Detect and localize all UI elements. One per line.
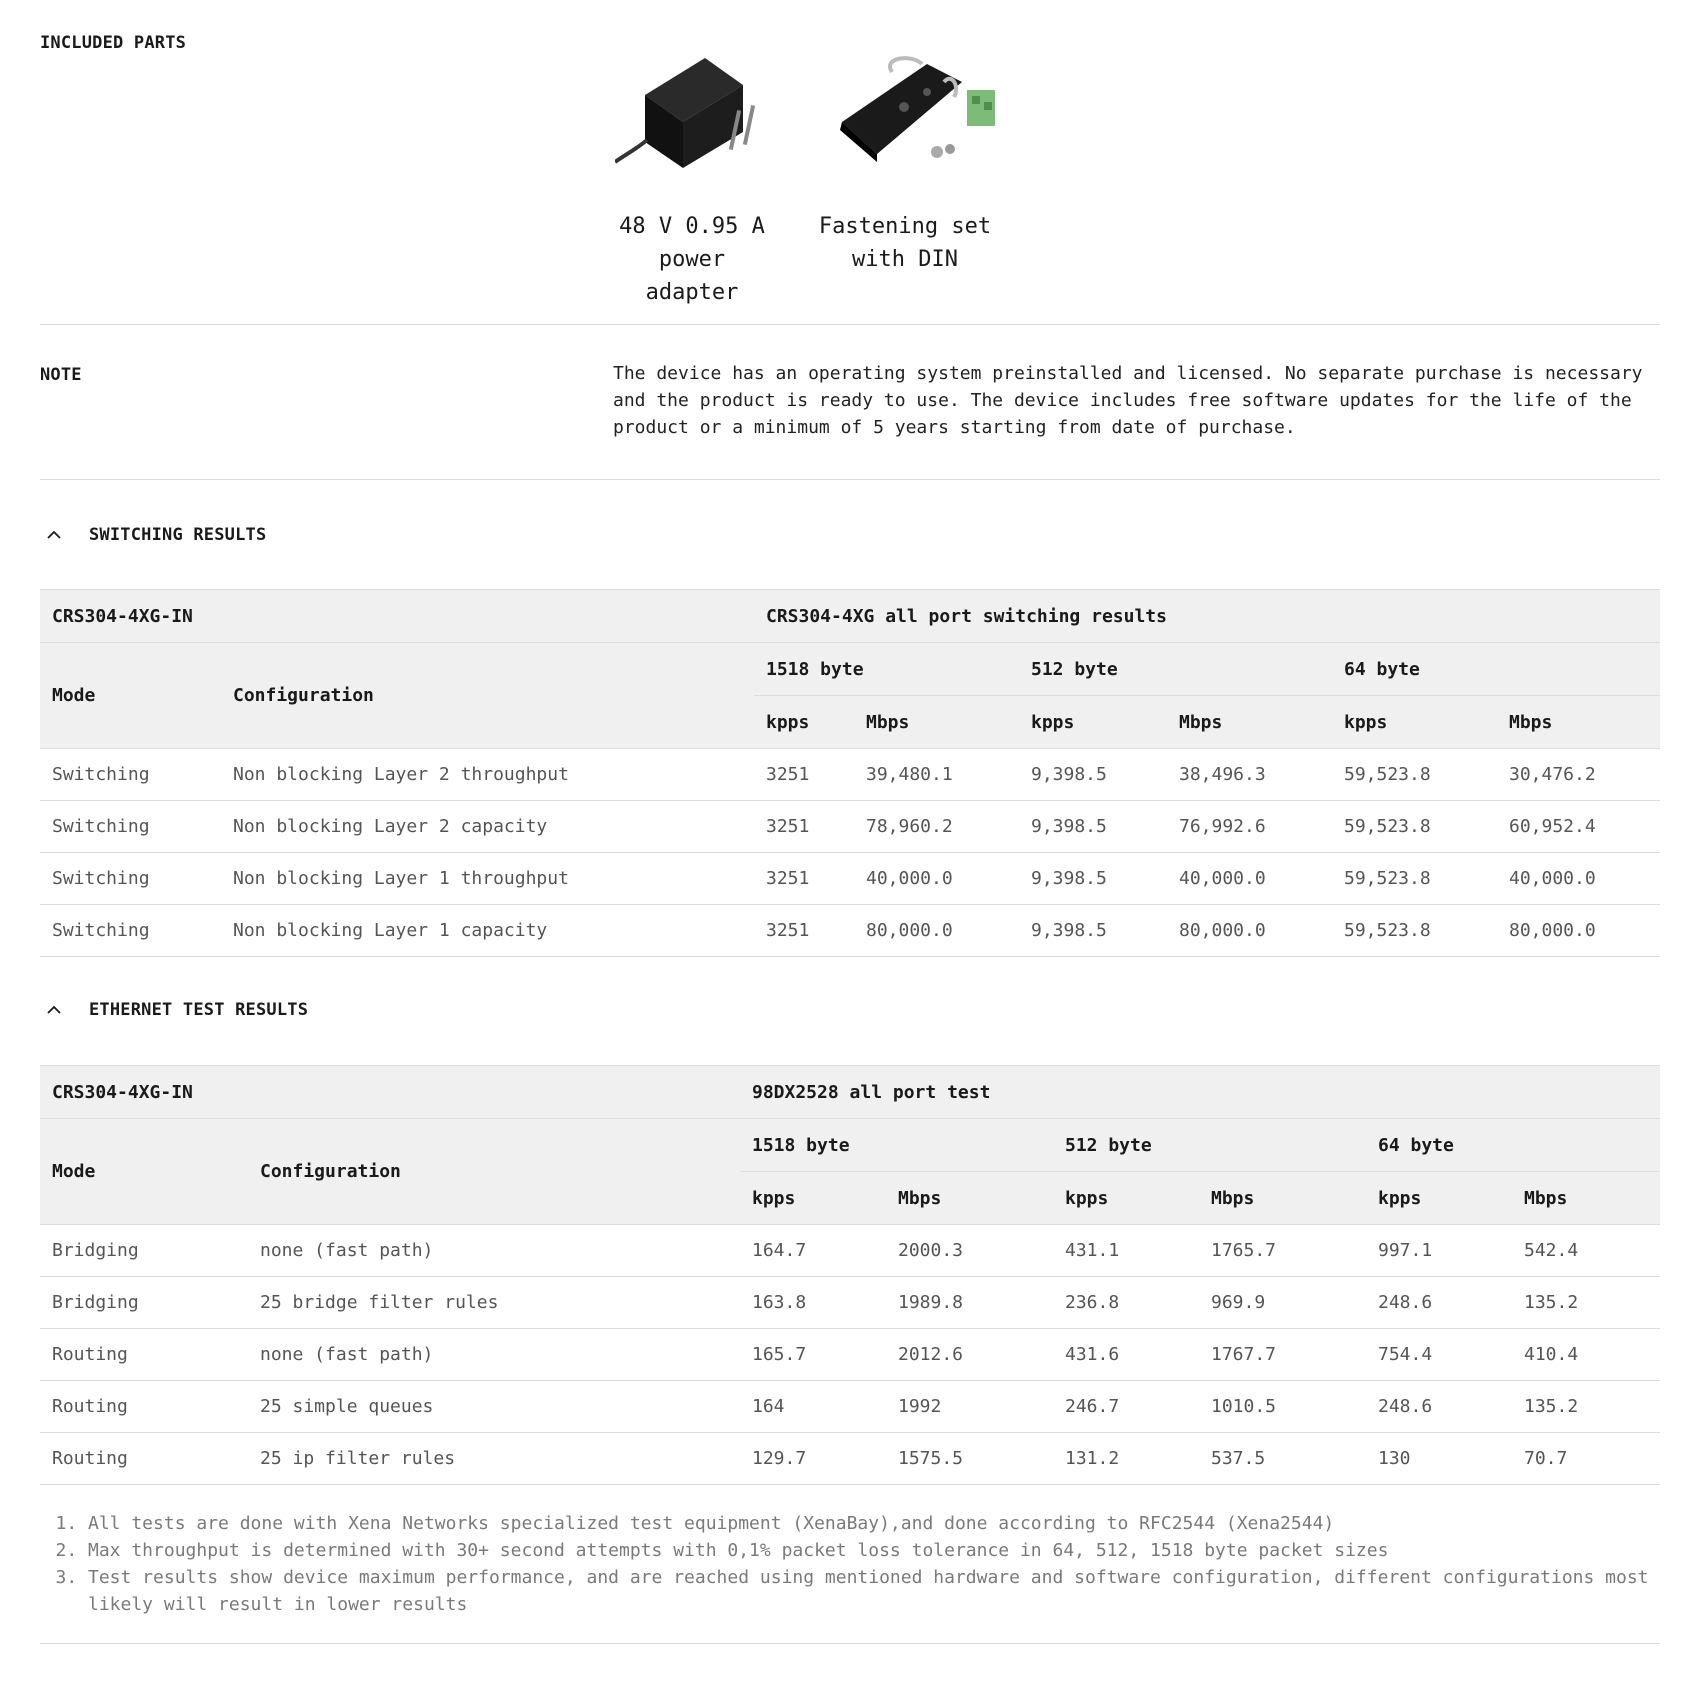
value-cell: 130 — [1366, 1433, 1512, 1485]
value-cell: 997.1 — [1366, 1225, 1512, 1277]
value-cell: 40,000.0 — [854, 853, 1019, 905]
value-cell: 248.6 — [1366, 1381, 1512, 1433]
value-cell: 80,000.0 — [1167, 905, 1332, 957]
value-cell: 135.2 — [1512, 1381, 1660, 1433]
value-cell: 59,523.8 — [1332, 749, 1497, 801]
value-cell: 431.1 — [1053, 1225, 1199, 1277]
value-cell: 59,523.8 — [1332, 905, 1497, 957]
unit-header: kpps — [740, 1172, 886, 1225]
configuration-header: Configuration — [221, 643, 754, 749]
value-cell: 164 — [740, 1381, 886, 1433]
value-cell: 9,398.5 — [1019, 853, 1167, 905]
configuration-cell: Non blocking Layer 2 throughput — [221, 749, 754, 801]
chevron-up-icon — [44, 525, 64, 545]
value-cell: 164.7 — [740, 1225, 886, 1277]
size-header: 64 byte — [1366, 1119, 1660, 1172]
value-cell: 163.8 — [740, 1277, 886, 1329]
table-row — [40, 1277, 1660, 1329]
ethernet-results-toggle[interactable] — [40, 1000, 308, 1020]
note-label: NOTE — [40, 365, 82, 385]
configuration-cell: Non blocking Layer 1 throughput — [221, 853, 754, 905]
table-row — [40, 749, 1660, 801]
table-row — [40, 1225, 1660, 1277]
configuration-cell: 25 simple queues — [248, 1381, 740, 1433]
model-name: CRS304-4XG-IN — [40, 1066, 740, 1119]
switching-results-title: SWITCHING RESULTS — [89, 525, 267, 545]
value-cell: 1010.5 — [1199, 1381, 1366, 1433]
footnote: 3. Test results show device maximum performance, and are reached using mentioned hardware and software configuration, different configurations most likely will result in lower results — [88, 1564, 1660, 1618]
footnotes — [40, 1510, 1660, 1618]
configuration-cell: none (fast path) — [248, 1329, 740, 1381]
value-cell: 76,992.6 — [1167, 801, 1332, 853]
value-cell: 59,523.8 — [1332, 853, 1497, 905]
value-cell: 1992 — [886, 1381, 1053, 1433]
part-line-2: power adapter — [645, 247, 739, 305]
value-cell: 3251 — [754, 801, 854, 853]
table-row — [40, 1433, 1660, 1485]
table-row — [40, 801, 1660, 853]
mode-cell: Switching — [40, 749, 221, 801]
model-name: CRS304-4XG-IN — [40, 590, 754, 643]
note-text: The device has an operating system preinstalled and licensed. No separate purchase is necessary and the product is ready to use. The device includes free software updates for the life of the product or a minimum of 5 years starting from date of purchase. — [613, 363, 1643, 438]
value-cell: 1767.7 — [1199, 1329, 1366, 1381]
value-cell: 131.2 — [1053, 1433, 1199, 1485]
chevron-up-icon — [44, 1000, 64, 1020]
table-caption: 98DX2528 all port test — [740, 1066, 1660, 1119]
value-cell: 39,480.1 — [854, 749, 1019, 801]
din-mount-image — [832, 52, 1002, 177]
mode-cell: Routing — [40, 1381, 248, 1433]
part-din-mount — [805, 210, 1005, 276]
value-cell: 40,000.0 — [1497, 853, 1660, 905]
value-cell: 410.4 — [1512, 1329, 1660, 1381]
ethernet-rows — [40, 1225, 1660, 1485]
value-cell: 9,398.5 — [1019, 801, 1167, 853]
value-cell: 3251 — [754, 905, 854, 957]
table-row — [40, 1329, 1660, 1381]
value-cell: 165.7 — [740, 1329, 886, 1381]
value-cell: 70.7 — [1512, 1433, 1660, 1485]
unit-header: Mbps — [854, 696, 1019, 749]
mode-cell: Switching — [40, 801, 221, 853]
mode-cell: Bridging — [40, 1277, 248, 1329]
size-header: 512 byte — [1019, 643, 1332, 696]
table-row — [40, 905, 1660, 957]
size-header: 1518 byte — [740, 1119, 1053, 1172]
table-row — [40, 853, 1660, 905]
mode-header: Mode — [40, 643, 221, 749]
table-row — [40, 1381, 1660, 1433]
value-cell: 9,398.5 — [1019, 905, 1167, 957]
value-cell: 9,398.5 — [1019, 749, 1167, 801]
unit-header: Mbps — [1512, 1172, 1660, 1225]
configuration-cell: 25 bridge filter rules — [248, 1277, 740, 1329]
unit-header: kpps — [1019, 696, 1167, 749]
value-cell: 30,476.2 — [1497, 749, 1660, 801]
mode-header: Mode — [40, 1119, 248, 1225]
configuration-header: Configuration — [248, 1119, 740, 1225]
value-cell: 3251 — [754, 853, 854, 905]
value-cell: 236.8 — [1053, 1277, 1199, 1329]
ethernet-results-table — [40, 1065, 1660, 1485]
configuration-cell: none (fast path) — [248, 1225, 740, 1277]
value-cell: 38,496.3 — [1167, 749, 1332, 801]
part-power-adapter — [612, 210, 772, 309]
divider — [40, 1643, 1660, 1644]
unit-header: kpps — [1366, 1172, 1512, 1225]
value-cell: 1765.7 — [1199, 1225, 1366, 1277]
size-header: 1518 byte — [754, 643, 1019, 696]
mode-cell: Routing — [40, 1329, 248, 1381]
footnote: 1. All tests are done with Xena Networks specialized test equipment (XenaBay),and done according to RFC2544 (Xena2544) — [88, 1510, 1660, 1537]
value-cell: 59,523.8 — [1332, 801, 1497, 853]
footnote: 2. Max throughput is determined with 30+ second attempts with 0,1% packet loss tolerance in 64, 512, 1518 byte packet sizes — [88, 1537, 1660, 1564]
value-cell: 431.6 — [1053, 1329, 1199, 1381]
value-cell: 2000.3 — [886, 1225, 1053, 1277]
value-cell: 248.6 — [1366, 1277, 1512, 1329]
part-line-1: Fastening set — [818, 214, 992, 239]
unit-header: kpps — [754, 696, 854, 749]
part-line-1: 48 V 0.95 A — [619, 214, 765, 239]
unit-header: Mbps — [1167, 696, 1332, 749]
value-cell: 135.2 — [1512, 1277, 1660, 1329]
configuration-cell: Non blocking Layer 2 capacity — [221, 801, 754, 853]
size-header: 512 byte — [1053, 1119, 1366, 1172]
divider — [40, 479, 1660, 480]
ethernet-results-title: ETHERNET TEST RESULTS — [89, 1000, 309, 1020]
value-cell: 3251 — [754, 749, 854, 801]
mode-cell: Bridging — [40, 1225, 248, 1277]
value-cell: 246.7 — [1053, 1381, 1199, 1433]
included-parts-label: INCLUDED PARTS — [40, 33, 187, 53]
value-cell: 537.5 — [1199, 1433, 1366, 1485]
value-cell: 2012.6 — [886, 1329, 1053, 1381]
mode-cell: Switching — [40, 853, 221, 905]
switching-results-table — [40, 589, 1660, 957]
value-cell: 78,960.2 — [854, 801, 1019, 853]
value-cell: 754.4 — [1366, 1329, 1512, 1381]
value-cell: 129.7 — [740, 1433, 886, 1485]
value-cell: 1989.8 — [886, 1277, 1053, 1329]
divider — [40, 324, 1660, 325]
value-cell: 40,000.0 — [1167, 853, 1332, 905]
unit-header: kpps — [1053, 1172, 1199, 1225]
configuration-cell: 25 ip filter rules — [248, 1433, 740, 1485]
value-cell: 80,000.0 — [854, 905, 1019, 957]
mode-cell: Routing — [40, 1433, 248, 1485]
unit-header: Mbps — [886, 1172, 1053, 1225]
value-cell: 1575.5 — [886, 1433, 1053, 1485]
mode-cell: Switching — [40, 905, 221, 957]
configuration-cell: Non blocking Layer 1 capacity — [221, 905, 754, 957]
unit-header: Mbps — [1497, 696, 1660, 749]
value-cell: 80,000.0 — [1497, 905, 1660, 957]
switching-rows — [40, 749, 1660, 957]
value-cell: 60,952.4 — [1497, 801, 1660, 853]
switching-results-toggle[interactable] — [40, 525, 266, 545]
value-cell: 969.9 — [1199, 1277, 1366, 1329]
table-caption: CRS304-4XG all port switching results — [754, 590, 1660, 643]
size-header: 64 byte — [1332, 643, 1660, 696]
unit-header: Mbps — [1199, 1172, 1366, 1225]
value-cell: 542.4 — [1512, 1225, 1660, 1277]
power-adapter-image — [615, 50, 775, 180]
unit-header: kpps — [1332, 696, 1497, 749]
part-line-2: with DIN — [852, 247, 958, 272]
